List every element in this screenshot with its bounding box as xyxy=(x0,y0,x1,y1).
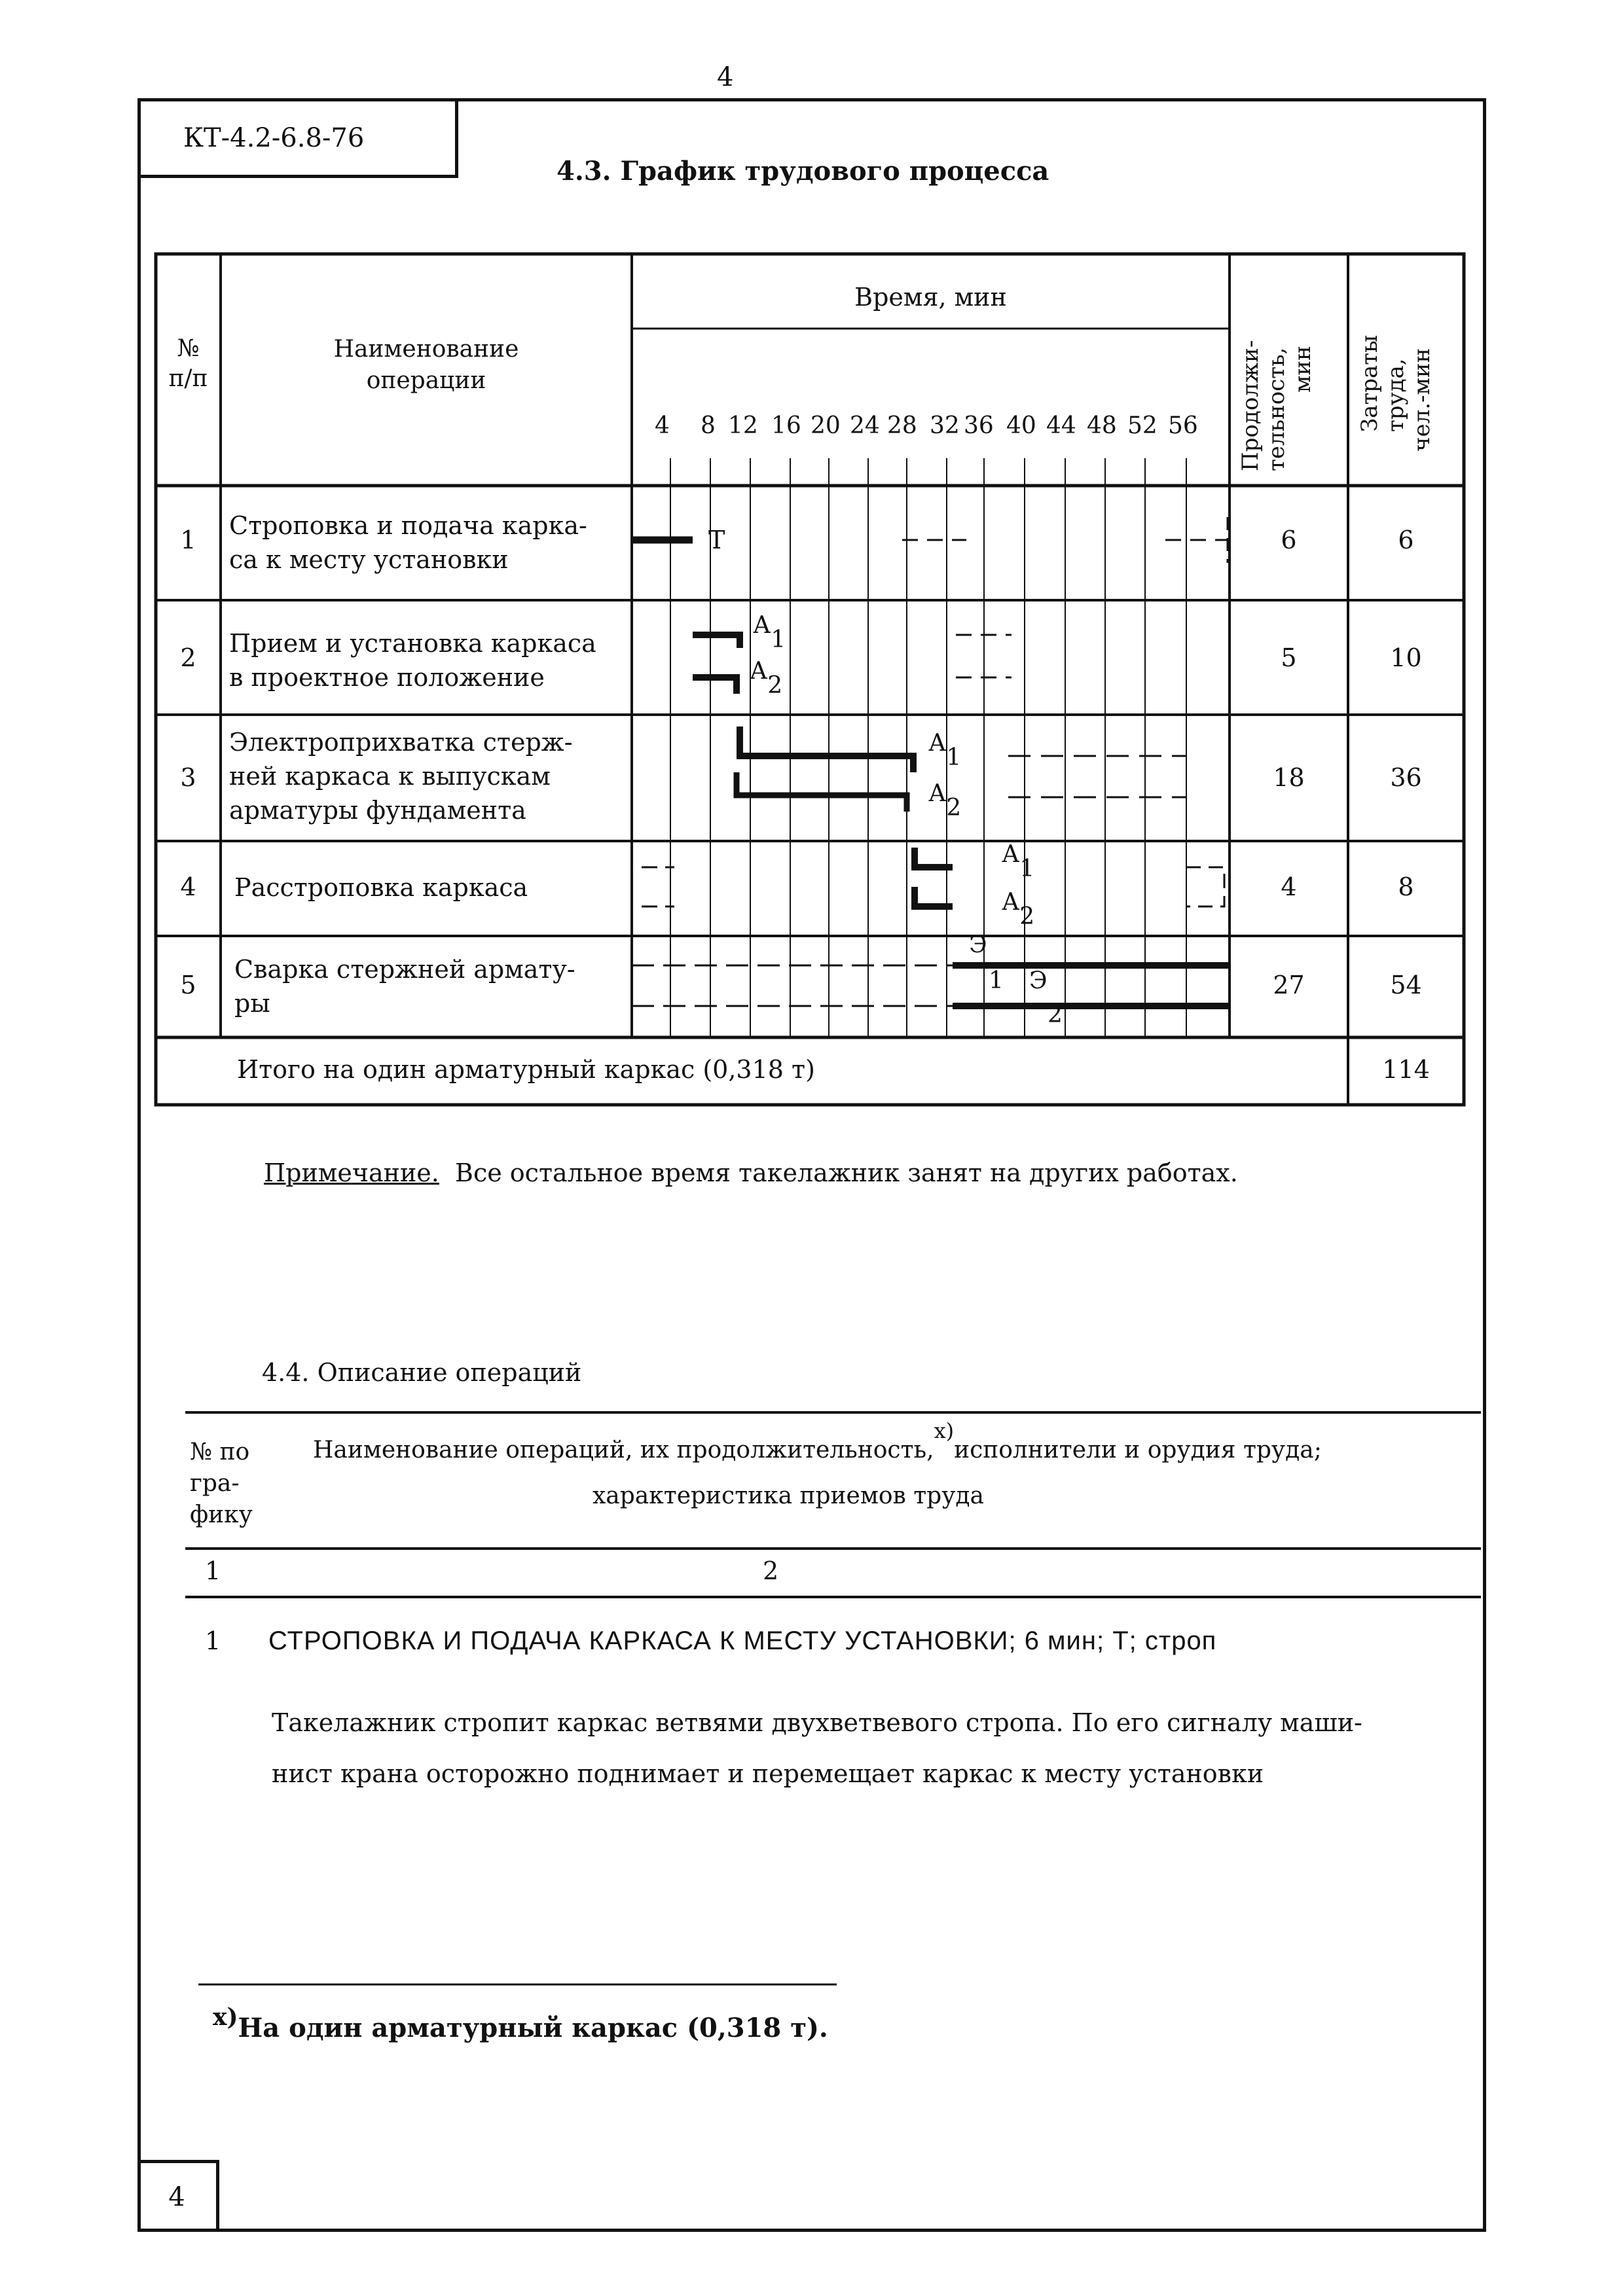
row4-label-a2: А2 xyxy=(1002,889,1035,930)
row4-name: Расстроповка каркаса xyxy=(234,873,528,902)
row3-duration: 18 xyxy=(1273,763,1305,792)
section-43-title: 4.3. График трудового процесса xyxy=(556,156,1049,187)
desc-col2-header-line1: Наименование операций, их продолжительность,x)исполнители и орудия труда; xyxy=(313,1418,1322,1463)
document-code: КТ-4.2-6.8-76 xyxy=(137,98,458,178)
row3-labor: 36 xyxy=(1390,763,1422,792)
note-label: Примечание. xyxy=(264,1158,439,1187)
row4-labor: 8 xyxy=(1398,872,1414,901)
row3-no: 3 xyxy=(180,763,196,792)
row4-duration: 4 xyxy=(1281,872,1297,901)
row4-label-a1: А1 xyxy=(1002,841,1035,882)
desc-col1-num: 1 xyxy=(205,1556,221,1585)
desc-col2-num: 2 xyxy=(763,1556,779,1585)
row5-label-e-bottom: Э xyxy=(1029,967,1048,994)
row5-name: Сварка стержней армату- ры xyxy=(234,955,575,1018)
row1-labor: 6 xyxy=(1398,526,1414,554)
total-label: Итого на один арматурный каркас (0,318 т) xyxy=(237,1055,815,1084)
operation-1-title: СТРОПОВКА И ПОДАЧА КАРКАСА К МЕСТУ УСТАНОВКИ; 6 мин; Т; строп xyxy=(268,1626,1217,1655)
footnote: x)На один арматурный каркас (0,318 т). xyxy=(213,2003,828,2043)
row5-label-e-top: Э xyxy=(969,931,987,958)
row1-no: 1 xyxy=(180,526,196,554)
operation-1-text-line2: нист крана осторожно поднимает и перемещает каркас к месту установки xyxy=(272,1759,1264,1788)
row5-duration: 27 xyxy=(1273,971,1305,999)
row2-label-a1: А1 xyxy=(753,612,786,653)
row5-label-2: 2 xyxy=(1048,1001,1063,1028)
row3-label-a1: А1 xyxy=(928,730,962,771)
row2-label-a2: А2 xyxy=(750,658,783,699)
section-44-title: 4.4. Описание операций xyxy=(262,1358,582,1387)
note-text: Все остальное время такелажник занят на других работах. xyxy=(455,1158,1238,1187)
desc-col1-header: № по гра- фику xyxy=(190,1439,253,1528)
row3-label-a2: А2 xyxy=(928,780,962,821)
row3-name: Электроприхватка стерж- ней каркаса к выпускам арматуры фундамента xyxy=(229,728,573,825)
total-value: 114 xyxy=(1382,1055,1430,1084)
header-name: Наименование операции xyxy=(333,336,519,394)
header-time: Время, мин xyxy=(854,283,1007,312)
header-no: № п/п xyxy=(168,335,208,392)
row2-name: Прием и установка каркаса в проектное положение xyxy=(229,629,596,692)
operation-1-num: 1 xyxy=(205,1626,221,1655)
page-number-top: 4 xyxy=(717,62,734,92)
header-duration: Продолжи- тельность, мин xyxy=(1237,340,1316,471)
row1-duration: 6 xyxy=(1281,526,1297,554)
row1-name: Строповка и подача карка- са к месту установки xyxy=(229,511,587,574)
row5-label-1: 1 xyxy=(989,967,1004,994)
row5-labor: 54 xyxy=(1390,971,1422,999)
row1-label-t: Т xyxy=(708,526,725,554)
row2-labor: 10 xyxy=(1390,643,1422,672)
operation-1-text-line1: Такелажник стропит каркас ветвями двухветвевого стропа. По его сигналу маши- xyxy=(272,1708,1362,1737)
row2-duration: 5 xyxy=(1281,643,1297,672)
header-labor: Затраты труда, чел.-мин xyxy=(1357,334,1435,452)
desc-col2-header-line2: характеристика приемов труда xyxy=(593,1482,985,1509)
row4-no: 4 xyxy=(180,872,196,901)
row2-no: 2 xyxy=(180,643,196,672)
page-number-bottom: 4 xyxy=(137,2160,219,2232)
row5-no: 5 xyxy=(180,971,196,999)
